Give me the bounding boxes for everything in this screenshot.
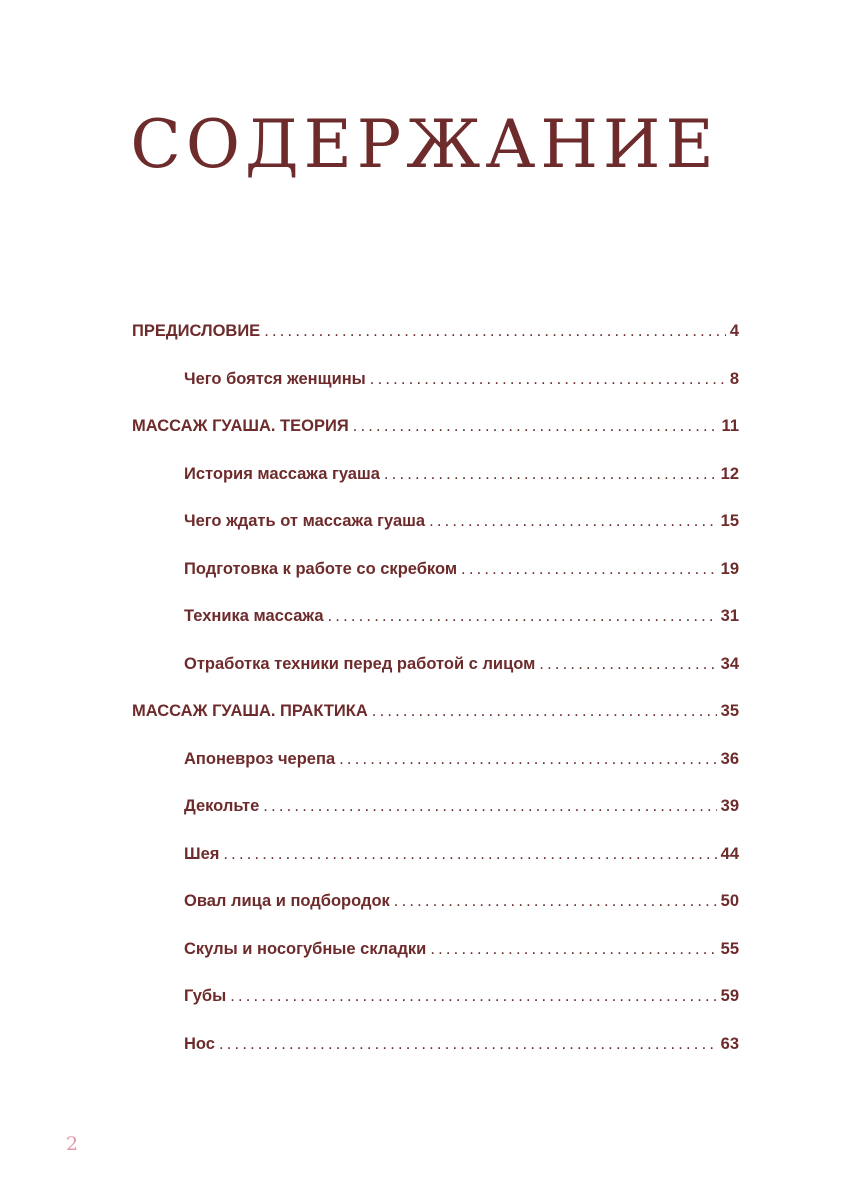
toc-entry-label: Декольте	[184, 797, 260, 815]
toc-dot-leader	[384, 465, 717, 484]
toc-entry[interactable]	[132, 940, 739, 988]
toc-entry-page: 50	[720, 892, 739, 910]
page-title: СОДЕРЖАНИЕ	[130, 106, 719, 183]
toc-entry-page: 39	[720, 797, 739, 815]
toc-entry-page: 34	[720, 654, 739, 673]
toc-entry-label: Чего ждать от массажа гуаша	[184, 512, 426, 530]
toc-dot-leader	[223, 845, 716, 864]
toc-dot-leader	[230, 987, 716, 1006]
toc-entry-page: 8	[729, 369, 739, 388]
toc-dot-leader	[328, 607, 717, 626]
toc-entry-label: Овал лица и подбородок	[184, 892, 390, 910]
toc-entry-label: Апоневроз черепа	[184, 749, 336, 768]
toc-entry-page: 19	[720, 559, 739, 578]
toc-entry-label: МАССАЖ ГУАША. ПРАКТИКА	[132, 702, 368, 720]
toc-entry-label: Нос	[184, 1034, 215, 1053]
toc-dot-leader	[461, 560, 717, 579]
toc-entry-label: История массажа гуаша	[184, 464, 380, 483]
toc-entry[interactable]	[132, 465, 739, 513]
toc-dot-leader	[353, 417, 718, 436]
page-number: 2	[66, 1133, 79, 1155]
toc-entry-page: 31	[720, 607, 739, 625]
toc-entry[interactable]	[132, 655, 739, 703]
toc-entry-label: МАССАЖ ГУАША. ТЕОРИЯ	[132, 417, 349, 435]
toc-entry[interactable]	[132, 417, 739, 465]
toc-dot-leader	[263, 797, 716, 816]
toc-entry[interactable]	[132, 797, 739, 845]
toc-dot-leader	[539, 655, 716, 674]
toc-entry-page: 35	[720, 702, 739, 720]
toc-entry[interactable]	[132, 702, 739, 750]
toc-entry[interactable]	[132, 987, 739, 1035]
toc-dot-leader	[372, 702, 717, 721]
toc-entry[interactable]	[132, 845, 739, 893]
toc-entry-page: 44	[720, 844, 739, 863]
toc-dot-leader	[264, 322, 726, 341]
toc-entry-page: 63	[720, 1034, 739, 1053]
toc-entry-page: 15	[720, 512, 739, 530]
toc-entry-label: Скулы и носогубные складки	[184, 939, 427, 958]
toc-dot-leader	[394, 892, 717, 911]
toc-entry-page: 59	[720, 987, 739, 1005]
toc-entry[interactable]	[132, 892, 739, 940]
toc-entry-label: Отработка техники перед работой с лицом	[184, 654, 536, 673]
table-of-contents	[132, 322, 739, 1082]
toc-dot-leader	[219, 1035, 717, 1054]
toc-dot-leader	[429, 512, 717, 531]
toc-entry[interactable]	[132, 560, 739, 608]
toc-entry-label: Техника массажа	[184, 607, 324, 625]
toc-entry-label: Губы	[184, 987, 227, 1005]
toc-entry[interactable]	[132, 512, 739, 560]
toc-entry[interactable]	[132, 750, 739, 798]
toc-dot-leader	[370, 370, 726, 389]
toc-entry-label: ПРЕДИСЛОВИЕ	[132, 322, 261, 340]
toc-entry-page: 12	[720, 464, 739, 483]
toc-entry-page: 55	[720, 939, 739, 958]
toc-dot-leader	[430, 940, 716, 959]
toc-entry-page: 36	[720, 749, 739, 768]
toc-entry-label: Чего боятся женщины	[184, 369, 366, 388]
toc-entry-page: 4	[729, 322, 739, 340]
toc-entry-label: Подготовка к работе со скребком	[184, 559, 458, 578]
toc-entry[interactable]	[132, 607, 739, 655]
toc-entry[interactable]	[132, 370, 739, 418]
toc-entry-label: Шея	[184, 844, 220, 863]
toc-entry[interactable]	[132, 1035, 739, 1083]
toc-dot-leader	[339, 750, 717, 769]
toc-entry-page: 11	[721, 417, 739, 435]
toc-entry[interactable]	[132, 322, 739, 370]
